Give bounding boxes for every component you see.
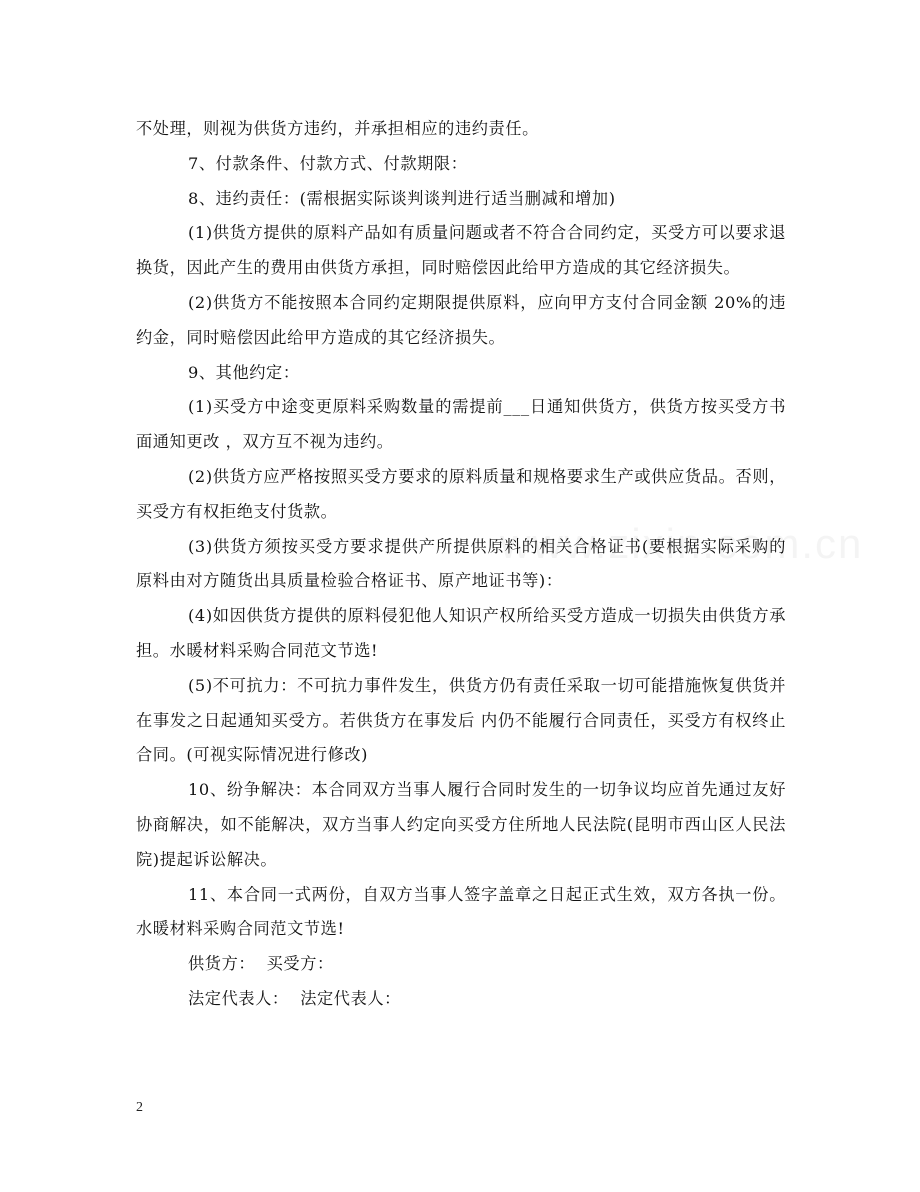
page-number: 2 (136, 1100, 143, 1115)
clause-7-payment: 7、付款条件、付款方式、付款期限： (188, 153, 468, 173)
clause-8-item-2: (2)供货方不能按照本合同约定期限提供原料，应向甲方支付合同金额 20%的违约金，同时赔偿因此给甲方造成的其它经济损失。 (136, 292, 786, 347)
clause-9-item-5: (5)不可抗力：不可抗力事件发生，供货方仍有责任采取一切可能措施恢复供货并在事发之日起通知买受方。若供货方在事发后 内仍不能履行合同责任，买受方有权终止合同。(可视实际情况进行修改) (136, 675, 786, 765)
clause-11-copies: 11、本合同一式两份，自双方当事人签字盖章之日起正式生效，双方各执一份。水暖材料采购合同范文节选! (136, 884, 786, 939)
clause-8-liability: 8、违约责任：(需根据实际谈判谈判进行适当删减和增加) (188, 188, 616, 208)
signature-representatives: 法定代表人： 法定代表人： (188, 988, 401, 1008)
document-body (136, 112, 786, 1017)
clause-9-item-4: (4)如因供货方提供的原料侵犯他人知识产权所给买受方造成一切损失由供货方承担。水暖材料采购合同范文节选! (136, 606, 786, 660)
clause-8-item-1: (1)供货方提供的原料产品如有质量问题或者不符合合同约定，买受方可以要求退换货，因此产生的费用由供货方承担，同时赔偿因此给甲方造成的其它经济损失。 (136, 223, 786, 278)
clause-9-item-1: (1)买受方中途变更原料采购数量的需提前___日通知供货方，供货方按买受方书面通知更改 ，双方互不视为违约。 (136, 397, 786, 452)
signature-parties: 供货方： 买受方： (188, 954, 334, 974)
clause-9-item-3: (3)供货方须按买受方要求提供产所提供原料的相关合格证书(要根据实际采购的原料由对方随货出具质量检验合格证书、原产地证书等)： (136, 536, 786, 591)
clause-9-other: 9、其他约定： (188, 362, 300, 382)
clause-9-item-2: (2)供货方应严格按照买受方要求的原料质量和规格要求生产或供应货品。否则，买受方有权拒绝支付货款。 (136, 466, 786, 521)
clause-10-disputes: 10、纷争解决：本合同双方当事人履行合同时发生的一切争议均应首先通过友好协商解决，如不能解决，双方当事人约定向买受方住所地人民法院(昆明市西山区人民法院)提起诉讼解决。 (136, 780, 786, 869)
paragraph-continuation: 不处理，则视为供货方违约，并承担相应的违约责任。 (136, 119, 539, 138)
